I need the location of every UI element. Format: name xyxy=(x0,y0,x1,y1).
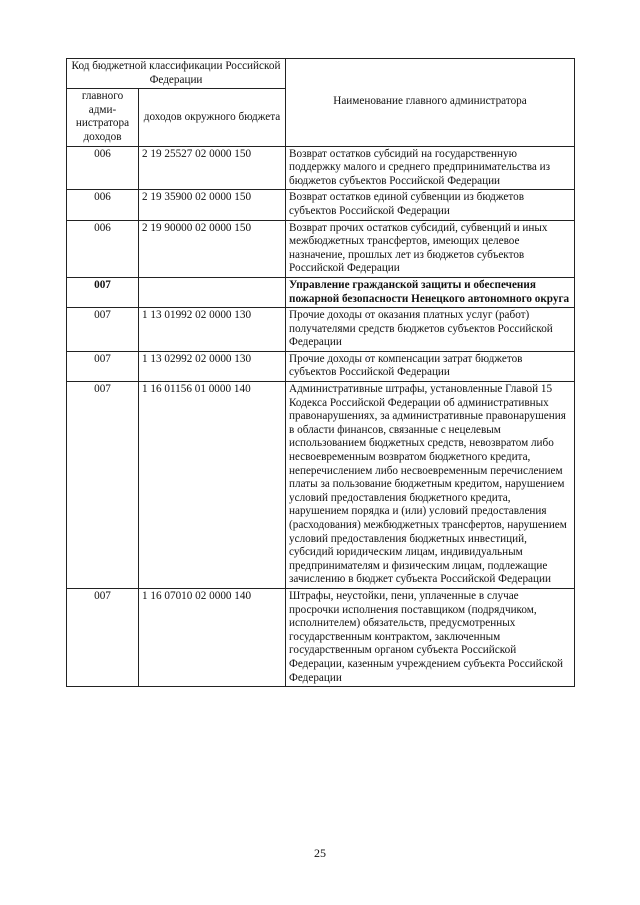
row-name: Возврат остатков субсидий на государственную поддержку малого и среднего предпринимательства из бюджетов субъектов Российской Федерации xyxy=(286,146,575,190)
row-admin-code: 007 xyxy=(67,277,139,307)
table-row xyxy=(67,588,575,686)
table-row xyxy=(67,351,575,381)
header-classification-code: Код бюджетной классификации Российской Федерации xyxy=(67,59,286,89)
row-revenue-code: 1 16 07010 02 0000 140 xyxy=(139,588,286,686)
row-admin-code: 006 xyxy=(67,190,139,220)
table-row xyxy=(67,308,575,352)
table-row xyxy=(67,146,575,190)
row-admin-code: 007 xyxy=(67,382,139,589)
page-number: 25 xyxy=(314,846,326,860)
row-revenue-code: 2 19 25527 02 0000 150 xyxy=(139,146,286,190)
table-row xyxy=(67,220,575,277)
row-name: Возврат остатков единой субвенции из бюджетов субъектов Российской Федерации xyxy=(286,190,575,220)
row-name: Управление гражданской защиты и обеспечения пожарной безопасности Ненецкого автономного округа xyxy=(286,277,575,307)
row-revenue-code xyxy=(139,277,286,307)
row-admin-code: 007 xyxy=(67,308,139,352)
row-revenue-code: 2 19 90000 02 0000 150 xyxy=(139,220,286,277)
row-revenue-code: 1 16 01156 01 0000 140 xyxy=(139,382,286,589)
row-admin-code: 006 xyxy=(67,146,139,190)
budget-classification-table xyxy=(66,58,575,687)
row-revenue-code: 1 13 01992 02 0000 130 xyxy=(139,308,286,352)
table-row xyxy=(67,190,575,220)
table-row xyxy=(67,382,575,589)
row-name: Административные штрафы, установленные Главой 15 Кодекса Российской Федерации об административных правонарушениях, за административные правонарушения в области финансов, связанные с нецелевым использованием бюджетных средств, невозвратом либо несвоевременным возвратом бюджетного кредита, неперечислением либо несвоевременным перечислением платы за пользование бюджетным кредитом, нарушением условий предоставления бюджетного кредита, нарушением порядка и (или) условий предоставления (расходования) межбюджетных трансфертов, нарушением условий предоставления бюджетных инвестиций, субсидий юридическим лицам, индивидуальным предпринимателям и физическим лицам, подлежащие зачислению в бюджет субъекта Российской Федерации xyxy=(286,382,575,589)
row-revenue-code: 2 19 35900 02 0000 150 xyxy=(139,190,286,220)
row-admin-code: 006 xyxy=(67,220,139,277)
row-revenue-code: 1 13 02992 02 0000 130 xyxy=(139,351,286,381)
row-name: Штрафы, неустойки, пени, уплаченные в случае просрочки исполнения поставщиком (подрядчиком, исполнителем) обязательств, предусмотренных государственным контрактом, заключенным государственным органом субъекта Российской Федерации, казенным учреждением субъекта Российской Федерации xyxy=(286,588,575,686)
header-administrator-name: Наименование главного администратора xyxy=(286,59,575,147)
row-name: Прочие доходы от оказания платных услуг (работ) получателями средств бюджетов субъектов Российской Федерации xyxy=(286,308,575,352)
row-name: Возврат прочих остатков субсидий, субвенций и иных межбюджетных трансфертов, имеющих целевое назначение, прошлых лет из бюджетов субъектов Российской Федерации xyxy=(286,220,575,277)
row-name: Прочие доходы от компенсации затрат бюджетов субъектов Российской Федерации xyxy=(286,351,575,381)
header-district-budget-revenue: доходов окружного бюджета xyxy=(139,89,286,146)
table-header-row xyxy=(67,59,575,89)
row-admin-code: 007 xyxy=(67,588,139,686)
row-admin-code: 007 xyxy=(67,351,139,381)
header-chief-administrator: главного адми-нистратора доходов xyxy=(67,89,139,146)
table-row xyxy=(67,277,575,307)
